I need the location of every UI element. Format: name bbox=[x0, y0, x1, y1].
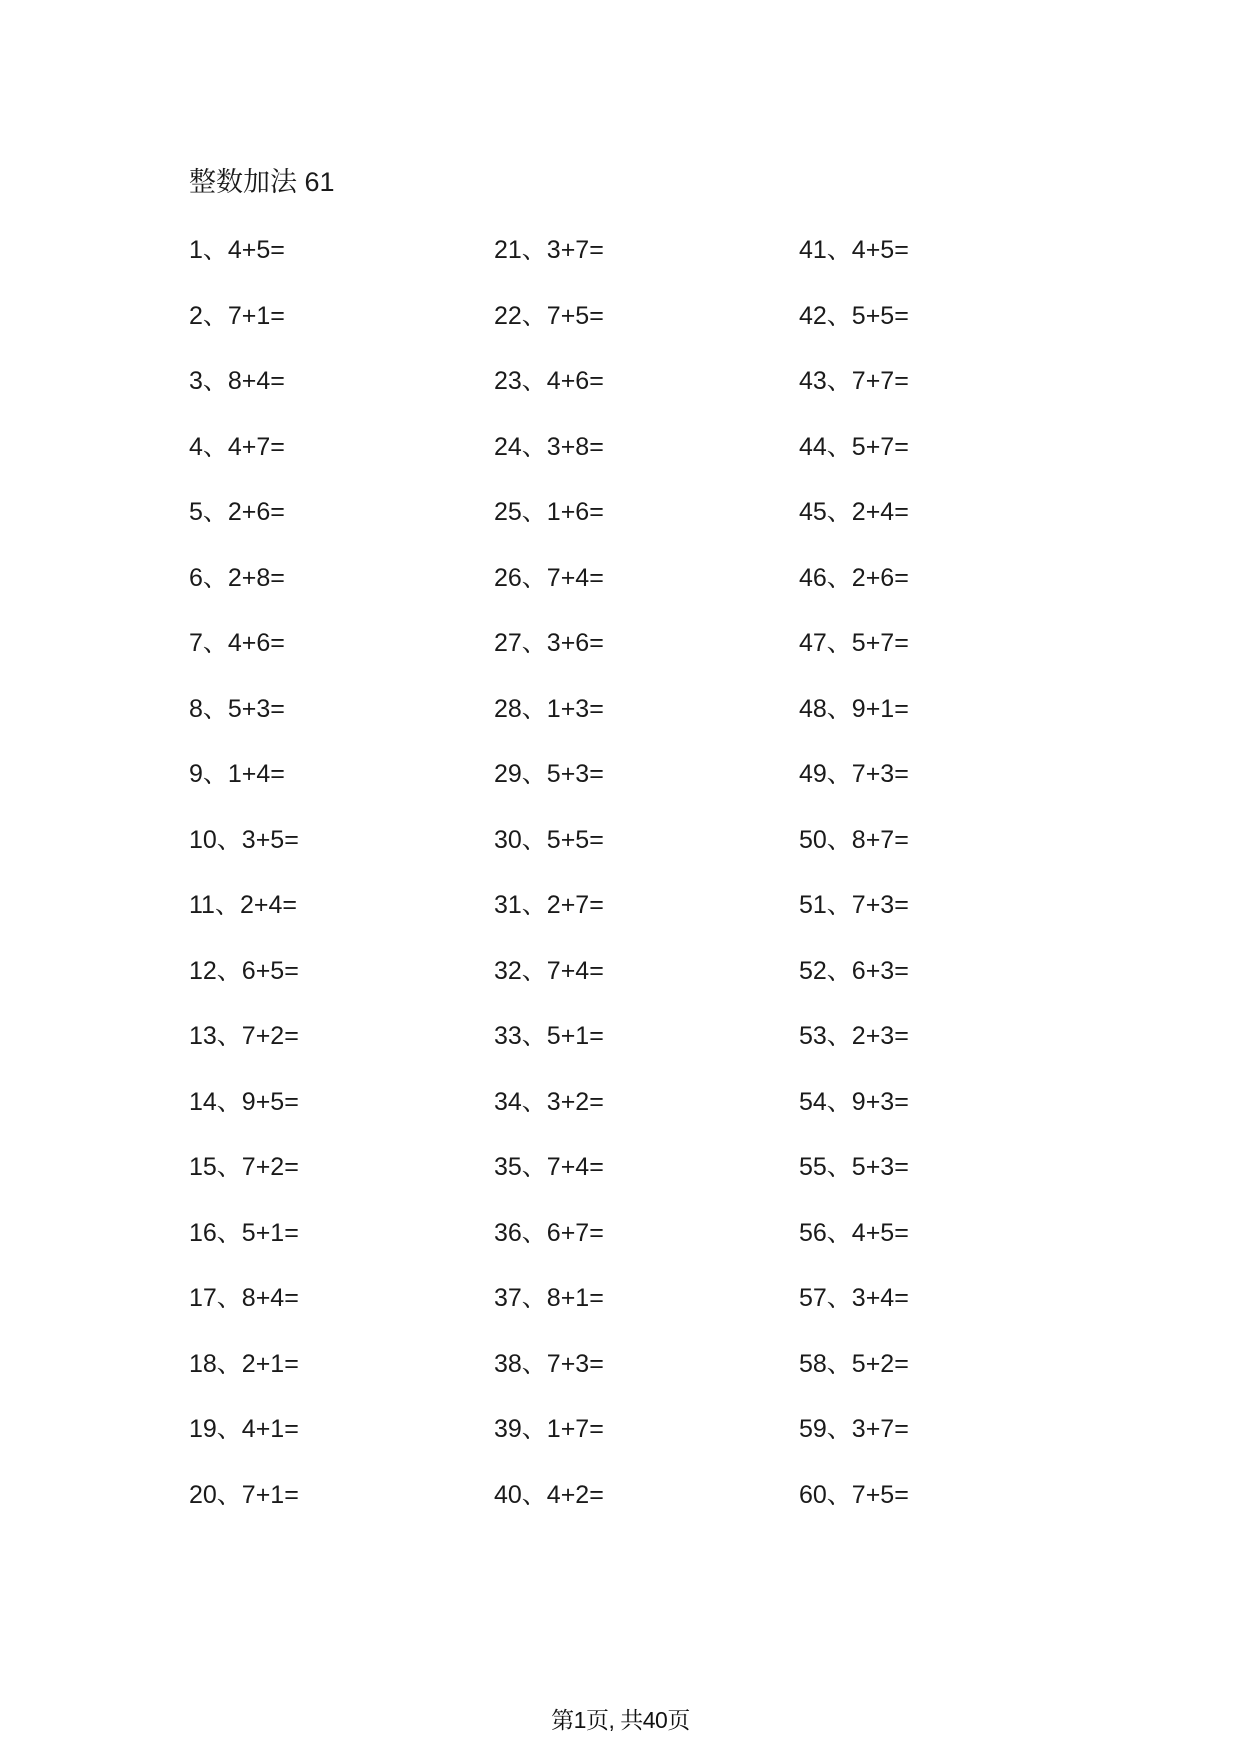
problem-item: 17、8+4= bbox=[189, 1284, 299, 1312]
problem-item: 22、7+5= bbox=[494, 301, 604, 330]
problem-item: 56、4+5= bbox=[799, 1218, 909, 1247]
problem-item: 29、5+3= bbox=[494, 760, 604, 788]
problem-item: 59、3+7= bbox=[799, 1415, 909, 1443]
problem-item: 10、3+5= bbox=[189, 825, 299, 854]
problem-item: 13、7+2= bbox=[189, 1022, 299, 1050]
problem-item: 26、7+4= bbox=[494, 563, 604, 592]
problem-item: 16、5+1= bbox=[189, 1218, 299, 1247]
problem-item: 54、9+3= bbox=[799, 1087, 909, 1116]
problem-item: 5、2+6= bbox=[189, 498, 285, 526]
problem-item: 21、3+7= bbox=[494, 236, 604, 264]
problem-item: 60、7+5= bbox=[799, 1480, 909, 1509]
problem-item: 8、5+3= bbox=[189, 694, 285, 723]
problem-item: 34、3+2= bbox=[494, 1087, 604, 1116]
problem-item: 49、7+3= bbox=[799, 760, 909, 788]
problem-item: 30、5+5= bbox=[494, 825, 604, 854]
problem-item: 37、8+1= bbox=[494, 1284, 604, 1312]
problem-item: 27、3+6= bbox=[494, 629, 604, 657]
problem-item: 25、1+6= bbox=[494, 498, 604, 526]
problem-item: 36、6+7= bbox=[494, 1218, 604, 1247]
problem-item: 44、5+7= bbox=[799, 432, 909, 461]
problem-item: 3、8+4= bbox=[189, 367, 285, 395]
problem-item: 53、2+3= bbox=[799, 1022, 909, 1050]
problem-item: 28、1+3= bbox=[494, 694, 604, 723]
problem-item: 14、9+5= bbox=[189, 1087, 299, 1116]
problem-item: 45、2+4= bbox=[799, 498, 909, 526]
problem-item: 38、7+3= bbox=[494, 1349, 604, 1378]
problem-item: 50、8+7= bbox=[799, 825, 909, 854]
problem-column-3 bbox=[799, 232, 1089, 1542]
problem-item: 33、5+1= bbox=[494, 1022, 604, 1050]
problem-item: 55、5+3= bbox=[799, 1153, 909, 1181]
problem-item: 31、2+7= bbox=[494, 891, 604, 919]
problem-grid bbox=[189, 232, 1109, 1542]
problem-item: 48、9+1= bbox=[799, 694, 909, 723]
problem-item: 24、3+8= bbox=[494, 432, 604, 461]
problem-item: 18、2+1= bbox=[189, 1349, 299, 1378]
problem-item: 20、7+1= bbox=[189, 1480, 299, 1509]
problem-item: 32、7+4= bbox=[494, 956, 604, 985]
problem-item: 9、1+4= bbox=[189, 760, 285, 788]
problem-item: 51、7+3= bbox=[799, 891, 909, 919]
problem-item: 47、5+7= bbox=[799, 629, 909, 657]
page-title: 整数加法 61 bbox=[189, 167, 335, 197]
problem-column-2 bbox=[494, 232, 784, 1542]
problem-item: 40、4+2= bbox=[494, 1480, 604, 1509]
problem-item: 19、4+1= bbox=[189, 1415, 299, 1443]
problem-item: 41、4+5= bbox=[799, 236, 909, 264]
problem-item: 23、4+6= bbox=[494, 367, 604, 395]
problem-item: 7、4+6= bbox=[189, 629, 285, 657]
problem-item: 43、7+7= bbox=[799, 367, 909, 395]
problem-item: 52、6+3= bbox=[799, 956, 909, 985]
problem-item: 15、7+2= bbox=[189, 1153, 299, 1181]
problem-column-1 bbox=[189, 232, 479, 1542]
problem-item: 6、2+8= bbox=[189, 563, 285, 592]
problem-item: 4、4+7= bbox=[189, 432, 285, 461]
problem-item: 39、1+7= bbox=[494, 1415, 604, 1443]
problem-item: 12、6+5= bbox=[189, 956, 299, 985]
problem-item: 2、7+1= bbox=[189, 301, 285, 330]
problem-item: 58、5+2= bbox=[799, 1349, 909, 1378]
problem-item: 42、5+5= bbox=[799, 301, 909, 330]
problem-item: 57、3+4= bbox=[799, 1284, 909, 1312]
problem-item: 46、2+6= bbox=[799, 563, 909, 592]
page-footer: 第1页, 共40页 bbox=[551, 1707, 690, 1733]
problem-item: 1、4+5= bbox=[189, 236, 285, 264]
problem-item: 11、2+4= bbox=[189, 891, 297, 919]
problem-item: 35、7+4= bbox=[494, 1153, 604, 1181]
